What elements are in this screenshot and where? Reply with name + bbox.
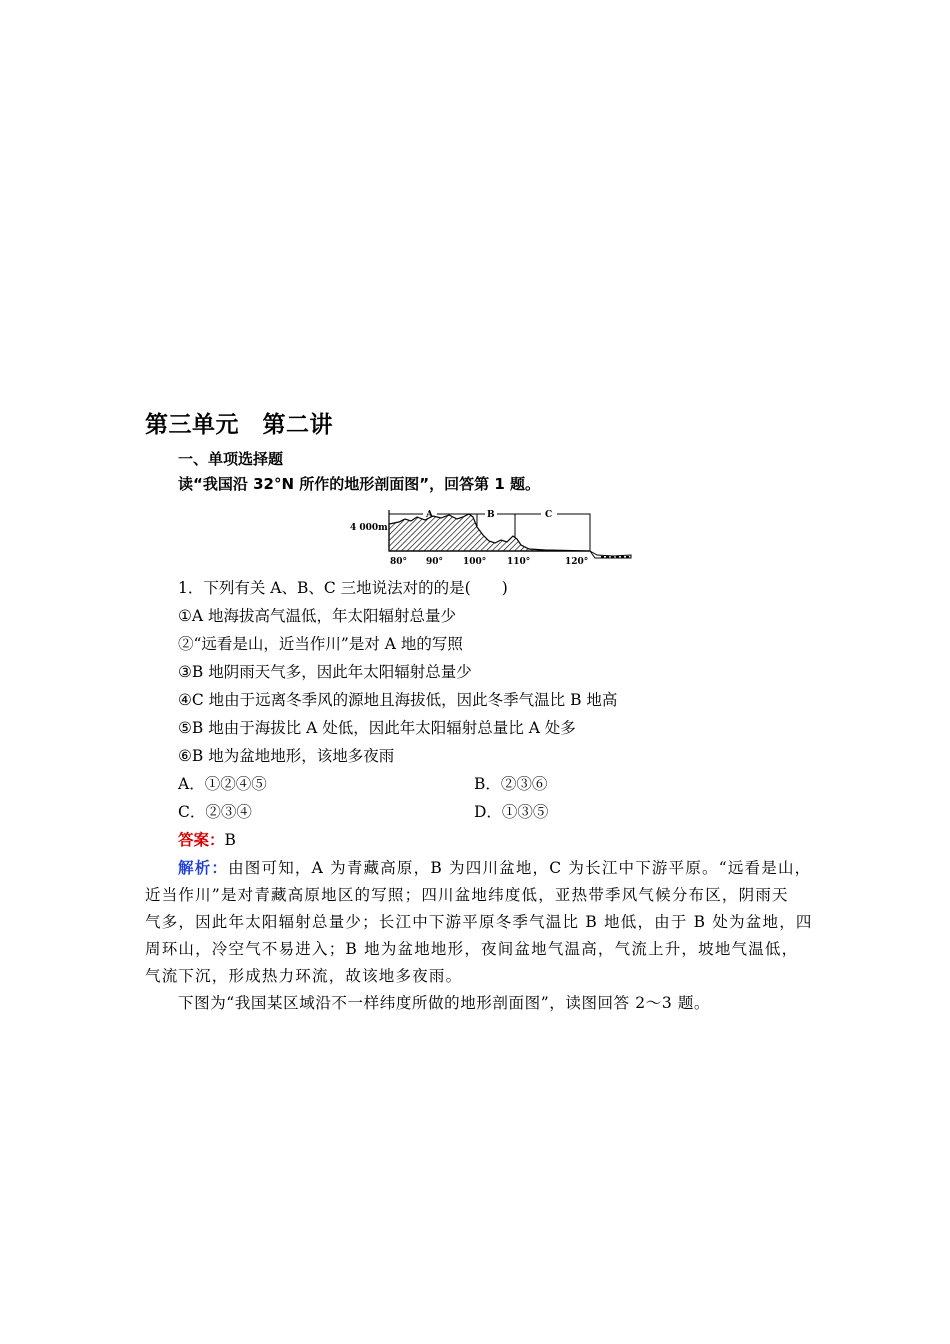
option-a: A．①②④⑤ <box>178 775 267 793</box>
region-label-c: C <box>545 510 553 520</box>
x-tick-110: 110° <box>507 557 531 567</box>
answer-label: 答案： <box>178 831 225 849</box>
statement-3: ③B 地阴雨天气多，因此年太阳辐射总量少 <box>178 663 472 681</box>
region-c-bracket <box>515 514 590 551</box>
analysis-label: 解析： <box>178 859 229 877</box>
statement-2: ②“远看是山，近当作川”是对 A 地的写照 <box>178 635 463 653</box>
answer-value: B <box>224 831 236 849</box>
x-tick-90: 90° <box>426 557 444 567</box>
section-heading: 一、单项选择题 <box>178 450 284 468</box>
statement-4: ④C 地由于远离冬季风的源地且海拔低，因此冬季气温比 B 地高 <box>178 691 618 709</box>
analysis-line-1 <box>178 856 811 878</box>
y-axis-label: 4 000m <box>350 523 388 533</box>
next-figure-intro: 下图为“我国某区域沿不一样纬度所做的地形剖面图”，读图回答 2～3 题。 <box>178 994 711 1012</box>
option-d: D．①③⑤ <box>474 803 549 821</box>
x-tick-120: 120° <box>565 557 589 567</box>
figure-intro: 读“我国沿 32°N 所作的地形剖面图”，回答第 1 题。 <box>178 475 540 493</box>
analysis-text-1: 由图可知，A 为青藏高原，B 为四川盆地，C 为长江中下游平原。“远看是山， <box>228 859 812 877</box>
statement-1: ①A 地海拔高气温低，年太阳辐射总量少 <box>178 607 457 625</box>
analysis-line-2: 近当作川”是对青藏高原地区的写照；四川盆地纬度低，亚热带季风气候分布区，阴雨天 <box>145 886 789 904</box>
page-title: 第三单元 第二讲 <box>145 412 333 438</box>
analysis-line-4: 周环山，冷空气不易进入；B 地为盆地地形，夜间盆地气温高，气流上升，坡地气温低， <box>145 940 799 958</box>
analysis-line-5: 气流下沉，形成热力环流，故该地多夜雨。 <box>145 967 463 985</box>
x-tick-100: 100° <box>463 557 487 567</box>
terrain-profile-figure <box>345 505 637 570</box>
analysis-line-3: 气多，因此年太阳辐射总量少；长江中下游平原冬季气温比 B 地低，由于 B 处为盆地，四 <box>145 913 813 931</box>
option-c: C．②③④ <box>178 803 252 821</box>
coast-profile <box>590 551 631 558</box>
x-tick-80: 80° <box>390 557 408 567</box>
statement-6: ⑥B 地为盆地地形，该地多夜雨 <box>178 747 395 765</box>
terrain-profile-svg <box>345 505 637 570</box>
question-stem: 1．下列有关 A、B、C 三地说法对的的是( ) <box>178 579 508 597</box>
option-b: B．②③⑥ <box>474 775 548 793</box>
answer-line <box>178 828 236 850</box>
statement-5: ⑤B 地由于海拔比 A 处低，因此年太阳辐射总量比 A 处多 <box>178 719 576 737</box>
region-label-a: A <box>426 510 433 520</box>
region-label-b: B <box>487 510 495 520</box>
